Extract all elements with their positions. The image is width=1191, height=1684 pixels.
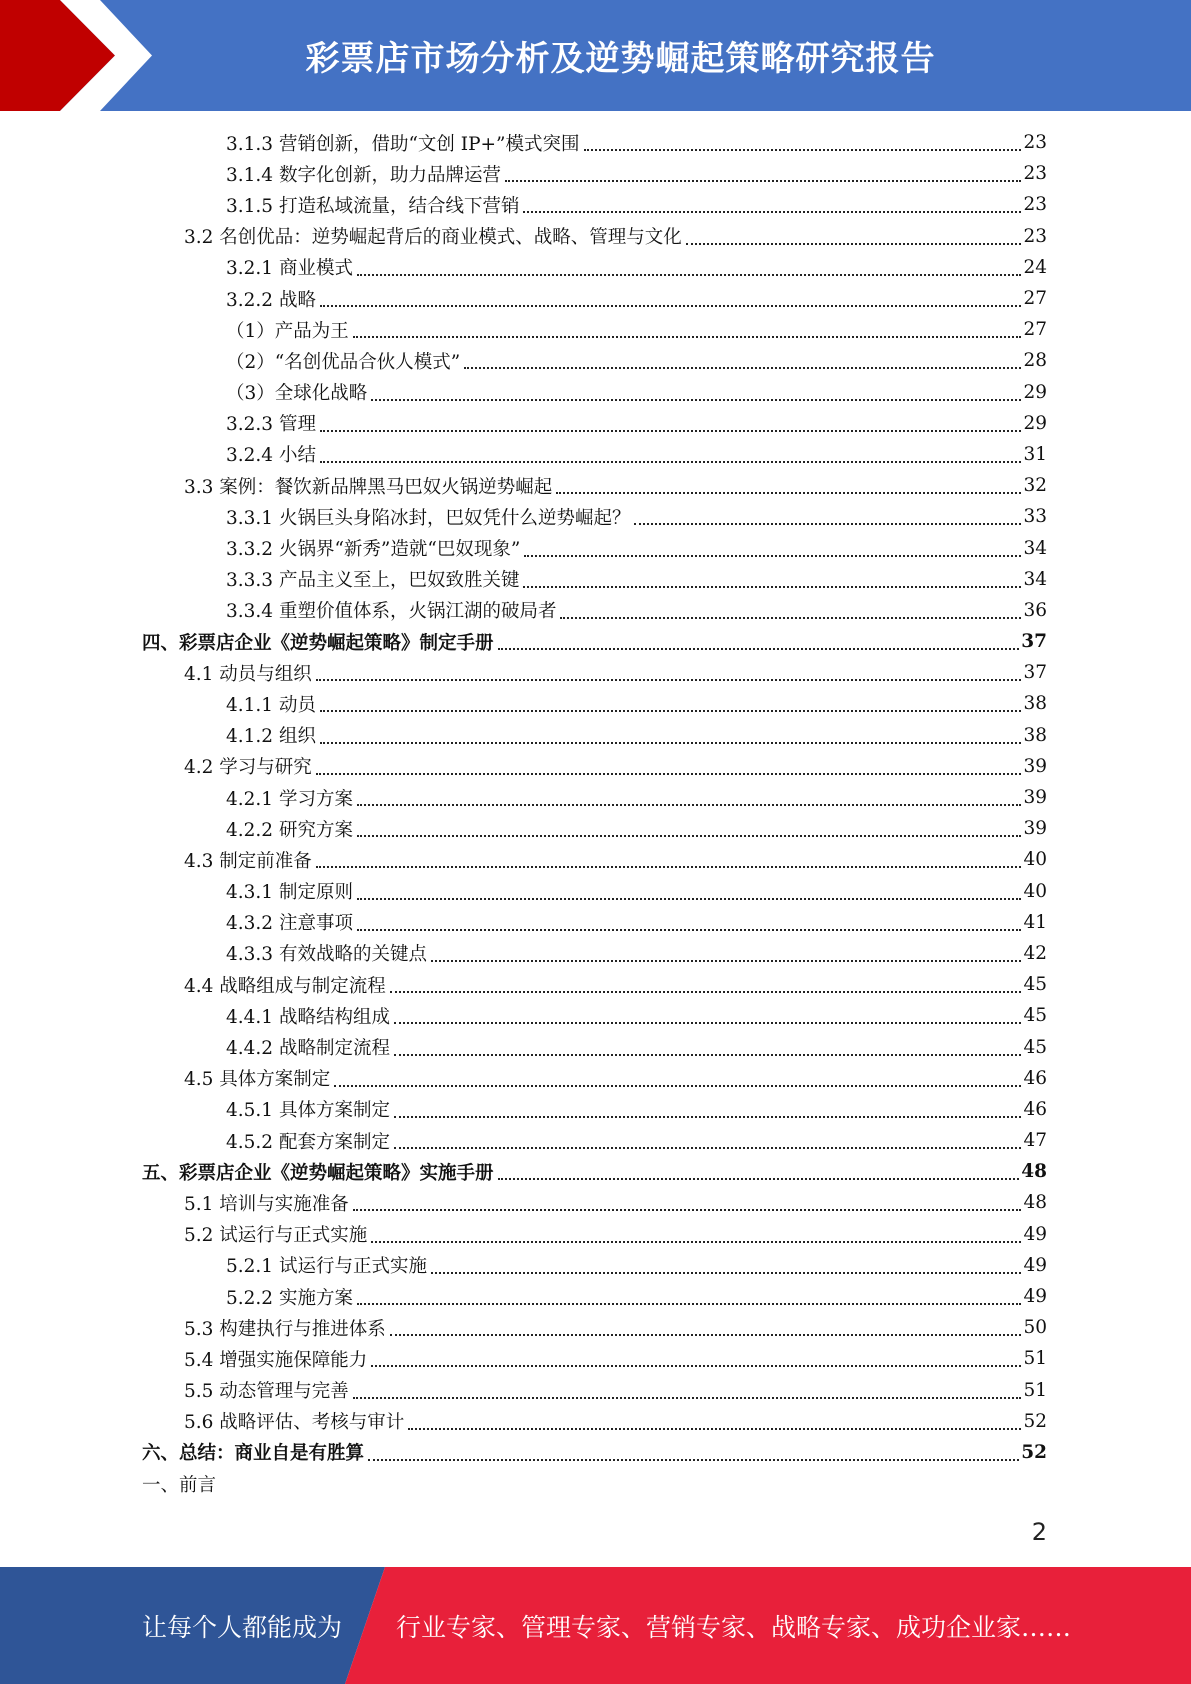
toc-entry-label: 4.4.2 战略制定流程: [226, 1038, 390, 1060]
toc-entry[interactable]: [0, 532, 1191, 563]
toc-entry-label: 3.2.2 战略: [226, 289, 316, 311]
toc-entry-page: 32: [1023, 475, 1047, 497]
toc-entry[interactable]: [0, 1437, 1191, 1468]
toc-entry-page: 34: [1023, 568, 1047, 590]
toc-entry-label: 3.1.5 打造私域流量，结合线下营销: [226, 195, 520, 217]
toc-leader-dots: [394, 1053, 1021, 1056]
toc-entry[interactable]: [0, 408, 1191, 439]
toc-leader-dots: [524, 554, 1021, 557]
toc-leader-dots: [431, 1271, 1021, 1274]
toc-leader-dots: [394, 1146, 1021, 1149]
toc-entry[interactable]: [0, 657, 1191, 688]
toc-entry[interactable]: [0, 470, 1191, 501]
toc-entry[interactable]: [0, 1031, 1191, 1062]
toc-entry-label: 3.3.2 火锅界“新秀”造就“巴奴现象”: [226, 539, 521, 561]
toc-entry-page: 27: [1023, 288, 1047, 310]
toc-entry-label: 四、彩票店企业《逆势崛起策略》制定手册: [142, 632, 494, 654]
toc-entry-label: 3.2.1 商业模式: [226, 258, 353, 280]
toc-leader-dots: [394, 1021, 1021, 1024]
toc-leader-dots: [371, 1364, 1021, 1367]
toc-leader-dots: [357, 834, 1022, 837]
toc-leader-dots: [316, 865, 1022, 868]
toc-entry-page: 23: [1023, 194, 1047, 216]
toc-leader-dots: [408, 1427, 1021, 1430]
toc-entry-page: 51: [1023, 1379, 1047, 1401]
toc-entry-page: 52: [1021, 1441, 1047, 1463]
toc-leader-dots: [320, 709, 1022, 712]
toc-entry[interactable]: [0, 1250, 1191, 1281]
toc-entry[interactable]: [0, 158, 1191, 189]
toc-entry[interactable]: [0, 1219, 1191, 1250]
toc-entry[interactable]: [0, 1375, 1191, 1406]
footer-slogan-right: 行业专家、管理专家、营销专家、战略专家、成功企业家……: [396, 1612, 1072, 1642]
toc-entry[interactable]: [0, 1000, 1191, 1031]
toc-entry[interactable]: [0, 1343, 1191, 1374]
toc-leader-dots: [320, 429, 1022, 432]
toc-entry-page: 23: [1023, 163, 1047, 185]
footer-slogan-left: 让每个人都能成为: [142, 1612, 343, 1642]
toc-entry[interactable]: [0, 688, 1191, 719]
toc-entry-page: 52: [1023, 1410, 1047, 1432]
toc-leader-dots: [316, 772, 1022, 775]
toc-entry[interactable]: [0, 1156, 1191, 1187]
toc-entry-label: 4.3.2 注意事项: [226, 913, 353, 935]
toc-entry-page: 45: [1023, 974, 1047, 996]
toc-entry-page: 46: [1023, 1067, 1047, 1089]
toc-entry-page: 49: [1023, 1223, 1047, 1245]
page-number: 2: [1031, 1518, 1047, 1546]
toc-entry-page: 38: [1023, 724, 1047, 746]
toc-entry-label: 五、彩票店企业《逆势崛起策略》实施手册: [142, 1162, 494, 1184]
toc-entry[interactable]: [0, 595, 1191, 626]
toc-entry[interactable]: [0, 439, 1191, 470]
toc-entry-page: 39: [1023, 818, 1047, 840]
toc-entry-label: 4.1.1 动员: [226, 694, 316, 716]
toc-entry-page: 41: [1023, 911, 1047, 933]
toc-entry-page: 34: [1023, 537, 1047, 559]
body-heading-preface: 一、前言: [142, 1474, 217, 1496]
toc-entry[interactable]: [0, 345, 1191, 376]
toc-entry[interactable]: [0, 1187, 1191, 1218]
toc-leader-dots: [523, 585, 1021, 588]
toc-entry-label: 4.5.2 配套方案制定: [226, 1131, 390, 1153]
toc-entry[interactable]: [0, 907, 1191, 938]
toc-entry-page: 31: [1023, 443, 1047, 465]
toc-entry-label: 5.3 构建执行与推进体系: [184, 1318, 386, 1340]
toc-entry-label: 3.1.4 数字化创新，助力品牌运营: [226, 164, 501, 186]
toc-entry-page: 39: [1023, 787, 1047, 809]
toc-entry-label: 4.4.1 战略结构组成: [226, 1006, 390, 1028]
toc-leader-dots: [316, 678, 1022, 681]
toc-leader-dots: [560, 616, 1021, 619]
toc-entry-page: 29: [1023, 381, 1047, 403]
toc-entry-page: 47: [1023, 1130, 1047, 1152]
toc-entry[interactable]: [0, 844, 1191, 875]
toc-entry-label: 3.2.4 小结: [226, 445, 316, 467]
toc-entry-label: 5.2.2 实施方案: [226, 1287, 353, 1309]
toc-entry[interactable]: [0, 501, 1191, 532]
toc-leader-dots: [353, 1396, 1022, 1399]
toc-entry-page: 23: [1023, 225, 1047, 247]
toc-entry-page: 40: [1023, 849, 1047, 871]
toc-leader-dots: [390, 1333, 1022, 1336]
toc-leader-dots: [320, 741, 1022, 744]
toc-leader-dots: [371, 1240, 1021, 1243]
toc-entry[interactable]: [0, 564, 1191, 595]
toc-entry[interactable]: [0, 720, 1191, 751]
toc-leader-dots: [357, 803, 1022, 806]
toc-entry-label: 3.3.3 产品主义至上，巴奴致胜关键: [226, 570, 520, 592]
toc-entry-page: 39: [1023, 755, 1047, 777]
toc-entry-label: 5.5 动态管理与完善: [184, 1381, 349, 1403]
toc-entry[interactable]: [0, 876, 1191, 907]
toc-entry-label: （1）产品为王: [226, 320, 349, 342]
toc-leader-dots: [556, 491, 1021, 494]
toc-entry-page: 48: [1023, 1192, 1047, 1214]
toc-entry-page: 23: [1023, 132, 1047, 154]
toc-entry-label: 4.3.3 有效战略的关键点: [226, 944, 427, 966]
toc-entry-label: 4.2.2 研究方案: [226, 819, 353, 841]
toc-entry[interactable]: [0, 938, 1191, 969]
toc-entry-label: 3.2.3 管理: [226, 414, 316, 436]
toc-entry-label: 3.3.4 重塑价值体系，火锅江湖的破局者: [226, 601, 557, 623]
toc-entry-page: 48: [1021, 1161, 1047, 1183]
toc-leader-dots: [353, 335, 1022, 338]
toc-entry-page: 51: [1023, 1348, 1047, 1370]
toc-entry-page: 29: [1023, 412, 1047, 434]
toc-entry-label: 3.2 名创优品：逆势崛起背后的商业模式、战略、管理与文化: [184, 227, 682, 249]
toc-leader-dots: [523, 210, 1021, 213]
toc-entry[interactable]: [0, 1312, 1191, 1343]
toc-entry-label: 4.5.1 具体方案制定: [226, 1100, 390, 1122]
toc-entry[interactable]: [0, 221, 1191, 252]
toc-entry-label: 4.2.1 学习方案: [226, 788, 353, 810]
toc-entry[interactable]: [0, 252, 1191, 283]
toc-entry[interactable]: [0, 377, 1191, 408]
toc-entry-label: 5.1 培训与实施准备: [184, 1193, 349, 1215]
toc-leader-dots: [320, 304, 1022, 307]
toc-entry-label: 3.1.3 营销创新，借助“文创 IP+”模式突围: [226, 133, 580, 155]
toc-entry[interactable]: [0, 1406, 1191, 1437]
toc-leader-dots: [686, 242, 1022, 245]
toc-leader-dots: [371, 398, 1021, 401]
toc-leader-dots: [505, 179, 1021, 182]
toc-leader-dots: [634, 522, 1021, 525]
toc-entry[interactable]: [0, 751, 1191, 782]
toc-entry-label: 5.2 试运行与正式实施: [184, 1225, 368, 1247]
toc-entry-label: （3）全球化战略: [226, 383, 368, 405]
toc-leader-dots: [353, 1208, 1022, 1211]
toc-entry-page: 28: [1023, 350, 1047, 372]
toc-entry-label: 5.2.1 试运行与正式实施: [226, 1256, 427, 1278]
toc-leader-dots: [334, 1084, 1021, 1087]
toc-leader-dots: [390, 990, 1022, 993]
page-footer: [0, 1567, 1191, 1684]
toc-leader-dots: [431, 959, 1021, 962]
toc-entry-label: 4.3.1 制定原则: [226, 882, 353, 904]
toc-leader-dots: [357, 897, 1022, 900]
toc-entry-label: 六、总结：商业自是有胜算: [142, 1443, 365, 1465]
toc-leader-dots: [368, 1458, 1019, 1461]
toc-entry-label: 3.3 案例：餐饮新品牌黑马巴奴火锅逆势崛起: [184, 476, 553, 498]
toc-leader-dots: [357, 1302, 1022, 1305]
toc-entry-page: 49: [1023, 1286, 1047, 1308]
toc-entry[interactable]: [0, 782, 1191, 813]
page-title: 彩票店市场分析及逆势崛起策略研究报告: [305, 39, 936, 79]
toc-entry[interactable]: [0, 1063, 1191, 1094]
toc-entry[interactable]: [0, 1125, 1191, 1156]
toc-entry-page: 33: [1023, 506, 1047, 528]
table-of-contents: [0, 127, 1191, 1499]
toc-entry[interactable]: [0, 626, 1191, 657]
toc-entry[interactable]: [0, 314, 1191, 345]
toc-entry-label: 4.1.2 组织: [226, 726, 316, 748]
toc-entry-label: 4.5 具体方案制定: [184, 1069, 331, 1091]
toc-entry-page: 40: [1023, 880, 1047, 902]
toc-entry-page: 24: [1023, 256, 1047, 278]
toc-entry-page: 46: [1023, 1098, 1047, 1120]
toc-entry-page: 37: [1023, 662, 1047, 684]
toc-entry-page: 38: [1023, 693, 1047, 715]
toc-entry[interactable]: [0, 969, 1191, 1000]
page-header: [0, 0, 1191, 111]
toc-leader-dots: [464, 366, 1021, 369]
toc-entry[interactable]: [0, 127, 1191, 158]
toc-leader-dots: [584, 148, 1022, 151]
toc-entry[interactable]: [0, 189, 1191, 220]
toc-entry[interactable]: [0, 1281, 1191, 1312]
toc-entry-page: 45: [1023, 1036, 1047, 1058]
toc-entry-page: 36: [1023, 599, 1047, 621]
toc-entry-label: 4.2 学习与研究: [184, 757, 312, 779]
toc-entry[interactable]: [0, 813, 1191, 844]
toc-leader-dots: [394, 1115, 1021, 1118]
toc-entry-label: （2）“名创优品合伙人模式”: [226, 351, 461, 373]
toc-entry-label: 5.4 增强实施保障能力: [184, 1349, 368, 1371]
toc-entry-label: 4.4 战略组成与制定流程: [184, 975, 386, 997]
toc-entry-page: 37: [1021, 631, 1047, 653]
toc-entry-label: 4.3 制定前准备: [184, 850, 312, 872]
toc-leader-dots: [357, 273, 1022, 276]
toc-leader-dots: [357, 928, 1022, 931]
toc-entry[interactable]: [0, 283, 1191, 314]
toc-entry-label: 4.1 动员与组织: [184, 663, 312, 685]
toc-entry-page: 45: [1023, 1005, 1047, 1027]
toc-leader-dots: [498, 647, 1020, 650]
header-arrow-decoration: [0, 0, 160, 111]
toc-entry-label: 3.3.1 火锅巨头身陷冰封，巴奴凭什么逆势崛起？: [226, 507, 631, 529]
toc-entry-page: 27: [1023, 319, 1047, 341]
toc-leader-dots: [498, 1177, 1020, 1180]
toc-entry-label: 5.6 战略评估、考核与审计: [184, 1412, 405, 1434]
toc-entry[interactable]: [0, 1094, 1191, 1125]
toc-leader-dots: [320, 460, 1022, 463]
toc-entry-page: 49: [1023, 1254, 1047, 1276]
toc-entry-page: 42: [1023, 942, 1047, 964]
toc-entry-page: 50: [1023, 1317, 1047, 1339]
